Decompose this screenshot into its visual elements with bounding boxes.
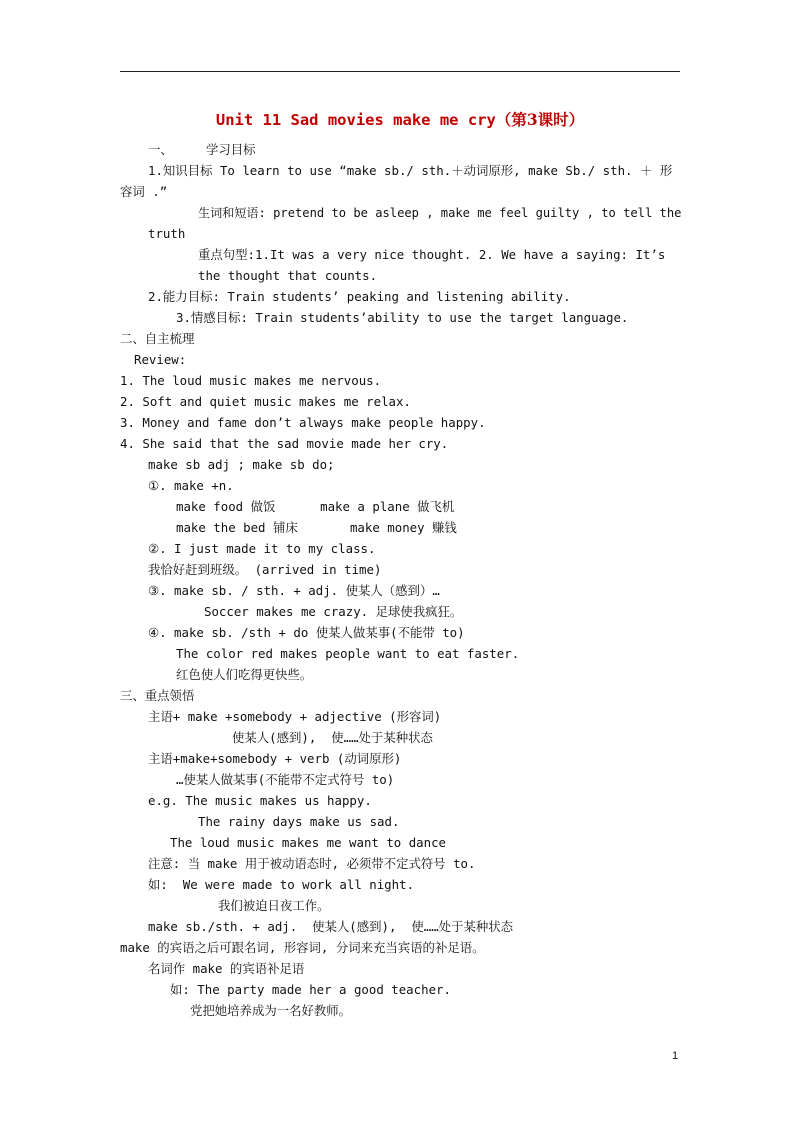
review-item-3: 3. Money and fame don’t always make people happy. [120,415,486,430]
usage-2-example: 我恰好赶到班级。 (arrived in time) [148,562,382,577]
usage-1-example-2: make the bed 铺床 make money 赚钱 [176,520,457,535]
structure-1: 主语+ make +somebody + adjective (形容词) [148,709,442,724]
sentences-line2: the thought that counts. [198,268,378,283]
vocab-line2: truth [148,226,186,241]
noun-complement-line: 名词作 make 的宾语补足语 [148,961,305,976]
usage-3-example: Soccer makes me crazy. 足球使我疯狂。 [204,604,463,619]
passive-example: 如: We were made to work all night. [148,877,415,892]
usage-1: ①. make +n. [148,478,234,493]
review-item-4: 4. She said that the sad movie made her cry. [120,436,449,451]
section3-heading: 三、重点领悟 [120,688,195,703]
vocab-line1: 生词和短语: pretend to be asleep , make me feel guilty , to tell the [198,206,682,220]
usage-4-example-2: 红色使人们吃得更快些。 [176,667,313,682]
section1-heading-num: 一、 [148,142,173,157]
document-title [0,108,800,130]
section1-heading: 学习目标 [206,142,256,157]
example-1: e.g. The music makes us happy. [148,793,372,808]
title-main: Unit 11 Sad movies make me cry [215,111,496,129]
structure-1-meaning: 使某人(感到), 使……处于某种状态 [232,730,433,745]
pattern-line: make sb adj ; make sb do; [148,457,335,472]
make-adj-line: make sb./sth. + adj. 使某人(感到), 使……处于某种状态 [148,919,514,934]
usage-4: ④. make sb. /sth + do 使某人做某事(不能带 to) [148,625,465,640]
usage-1-example-1: make food 做饭 make a plane 做飞机 [176,499,455,514]
goal1-line1: 1.知识目标 To learn to use “make sb./ sth.＋动词原形, make Sb./ sth. ＋ 形 [148,163,673,178]
noun-complement-translation: 党把她培养成为一名好教师。 [190,1003,352,1018]
noun-complement-example: 如: The party made her a good teacher. [170,982,451,997]
passive-example-translation: 我们被迫日夜工作。 [218,898,330,913]
title-suffix: （第3课时） [495,110,585,129]
section2-heading: 二、自主梳理 [120,331,195,346]
sentences-line1: 重点句型:1.It was a very nice thought. 2. We have a saying: It’s [198,247,666,262]
page-number: 1 [672,1050,679,1062]
structure-2-meaning: …使某人做某事(不能带不定式符号 to) [176,772,395,787]
structure-2: 主语+make+somebody + verb (动词原形) [148,751,402,766]
complement-line: make 的宾语之后可跟名词, 形容词, 分词来充当宾语的补足语。 [120,940,485,955]
review-item-1: 1. The loud music makes me nervous. [120,373,382,388]
note-line: 注意: 当 make 用于被动语态时, 必须带不定式符号 to. [148,856,476,871]
review-item-2: 2. Soft and quiet music makes me relax. [120,394,411,409]
header-rule [120,71,680,72]
goal3: 3.情感目标: Train students’ability to use the target language. [176,310,629,325]
usage-2: ②. I just made it to my class. [148,541,376,556]
example-3: The loud music makes me want to dance [170,835,447,850]
example-2: The rainy days make us sad. [198,814,400,829]
goal2: 2.能力目标: Train students’ peaking and listening ability. [148,289,571,304]
review-label: Review: [134,352,187,367]
usage-3: ③. make sb. / sth. + adj. 使某人（感到）… [148,583,440,598]
usage-4-example-1: The color red makes people want to eat faster. [176,646,520,661]
goal1-line2: 容词 .” [120,184,168,199]
